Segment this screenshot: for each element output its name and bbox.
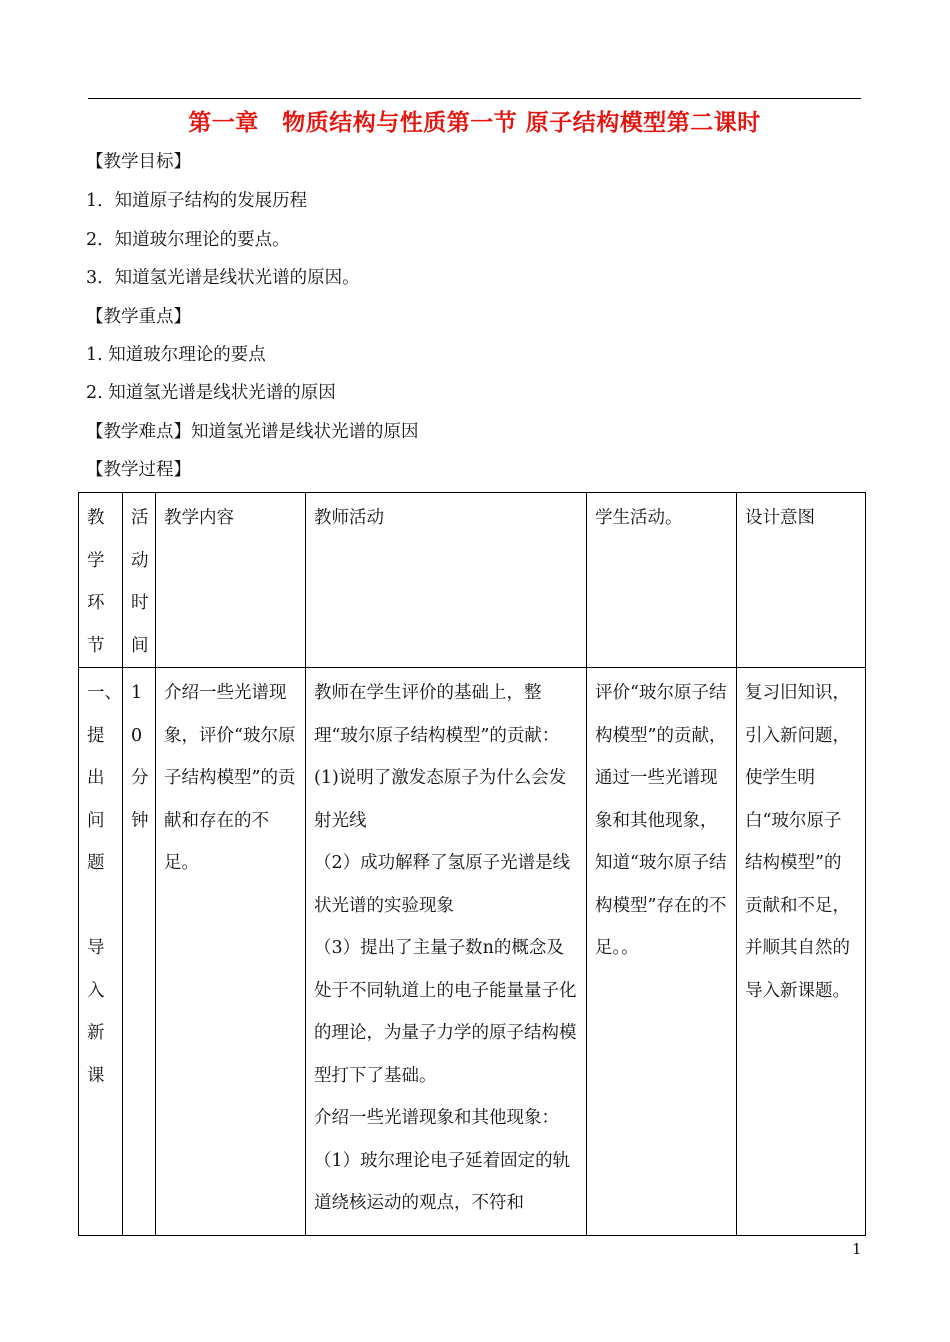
header-rule (88, 98, 861, 99)
stage-label-a: 一、提出问题 (87, 683, 122, 873)
difficulty-line: 【教学难点】知道氢光谱是线状光谱的原因 (86, 422, 419, 442)
teacher-paragraph: （3）提出了主量子数n的概念及处于不同轨道上的电子能量量子化的理论，为量子力学的原子结构模型打下了基础。 (314, 938, 577, 1086)
header-intent: 设计意图 (737, 493, 866, 668)
teacher-paragraph: 介绍一些光谱现象和其他现象： (314, 1108, 559, 1128)
cell-teacher (306, 668, 587, 1236)
objective-item: 1．知道原子结构的发展历程 (86, 191, 308, 211)
cell-student: 评价“玻尔原子结构模型”的贡献，通过一些光谱现象和其他现象，知道“玻尔原子结构模型”存在的不足。。 (587, 668, 737, 1236)
key-points-heading: 【教学重点】 (86, 307, 191, 327)
objective-item: 3．知道氢光谱是线状光谱的原因。 (86, 268, 360, 288)
teacher-paragraph: （2）成功解释了氢原子光谱是线状光谱的实验现象 (314, 853, 571, 916)
header-time: 活动时间 (123, 493, 156, 668)
cell-stage (79, 668, 123, 1236)
header-content: 教学内容 (156, 493, 306, 668)
header-student: 学生活动。 (587, 493, 737, 668)
cell-content: 介绍一些光谱现象，评价“玻尔原子结构模型”的贡献和存在的不足。 (156, 668, 306, 1236)
teacher-paragraph: （1）玻尔理论电子延着固定的轨道绕核运动的观点，不符和 (314, 1150, 571, 1213)
objective-item: 2．知道玻尔理论的要点。 (86, 230, 290, 250)
process-heading: 【教学过程】 (86, 460, 191, 480)
objectives-heading: 【教学目标】 (86, 152, 191, 172)
stage-label-b: 导入新课 (87, 938, 105, 1086)
page-number: 1 (852, 1240, 862, 1258)
table-row (79, 668, 866, 1236)
table-header-row (79, 493, 866, 668)
header-stage: 教学环节 (79, 493, 123, 668)
key-point-item: 1. 知道玻尔理论的要点 (86, 345, 266, 365)
process-table (78, 492, 866, 1236)
document-title: 第一章 物质结构与性质第一节 原子结构模型第二课时 (188, 110, 761, 136)
cell-time: 10分钟 (123, 668, 156, 1236)
cell-intent: 复习旧知识，引入新问题，使学生明白“玻尔原子结构模型”的贡献和不足，并顺其自然的导入新课题。 (737, 668, 866, 1236)
header-teacher: 教师活动 (306, 493, 587, 668)
teacher-paragraph: 教师在学生评价的基础上，整理“玻尔原子结构模型”的贡献：(1)说明了激发态原子为什么会发射光线 (314, 683, 567, 831)
key-point-item: 2. 知道氢光谱是线状光谱的原因 (86, 383, 336, 403)
